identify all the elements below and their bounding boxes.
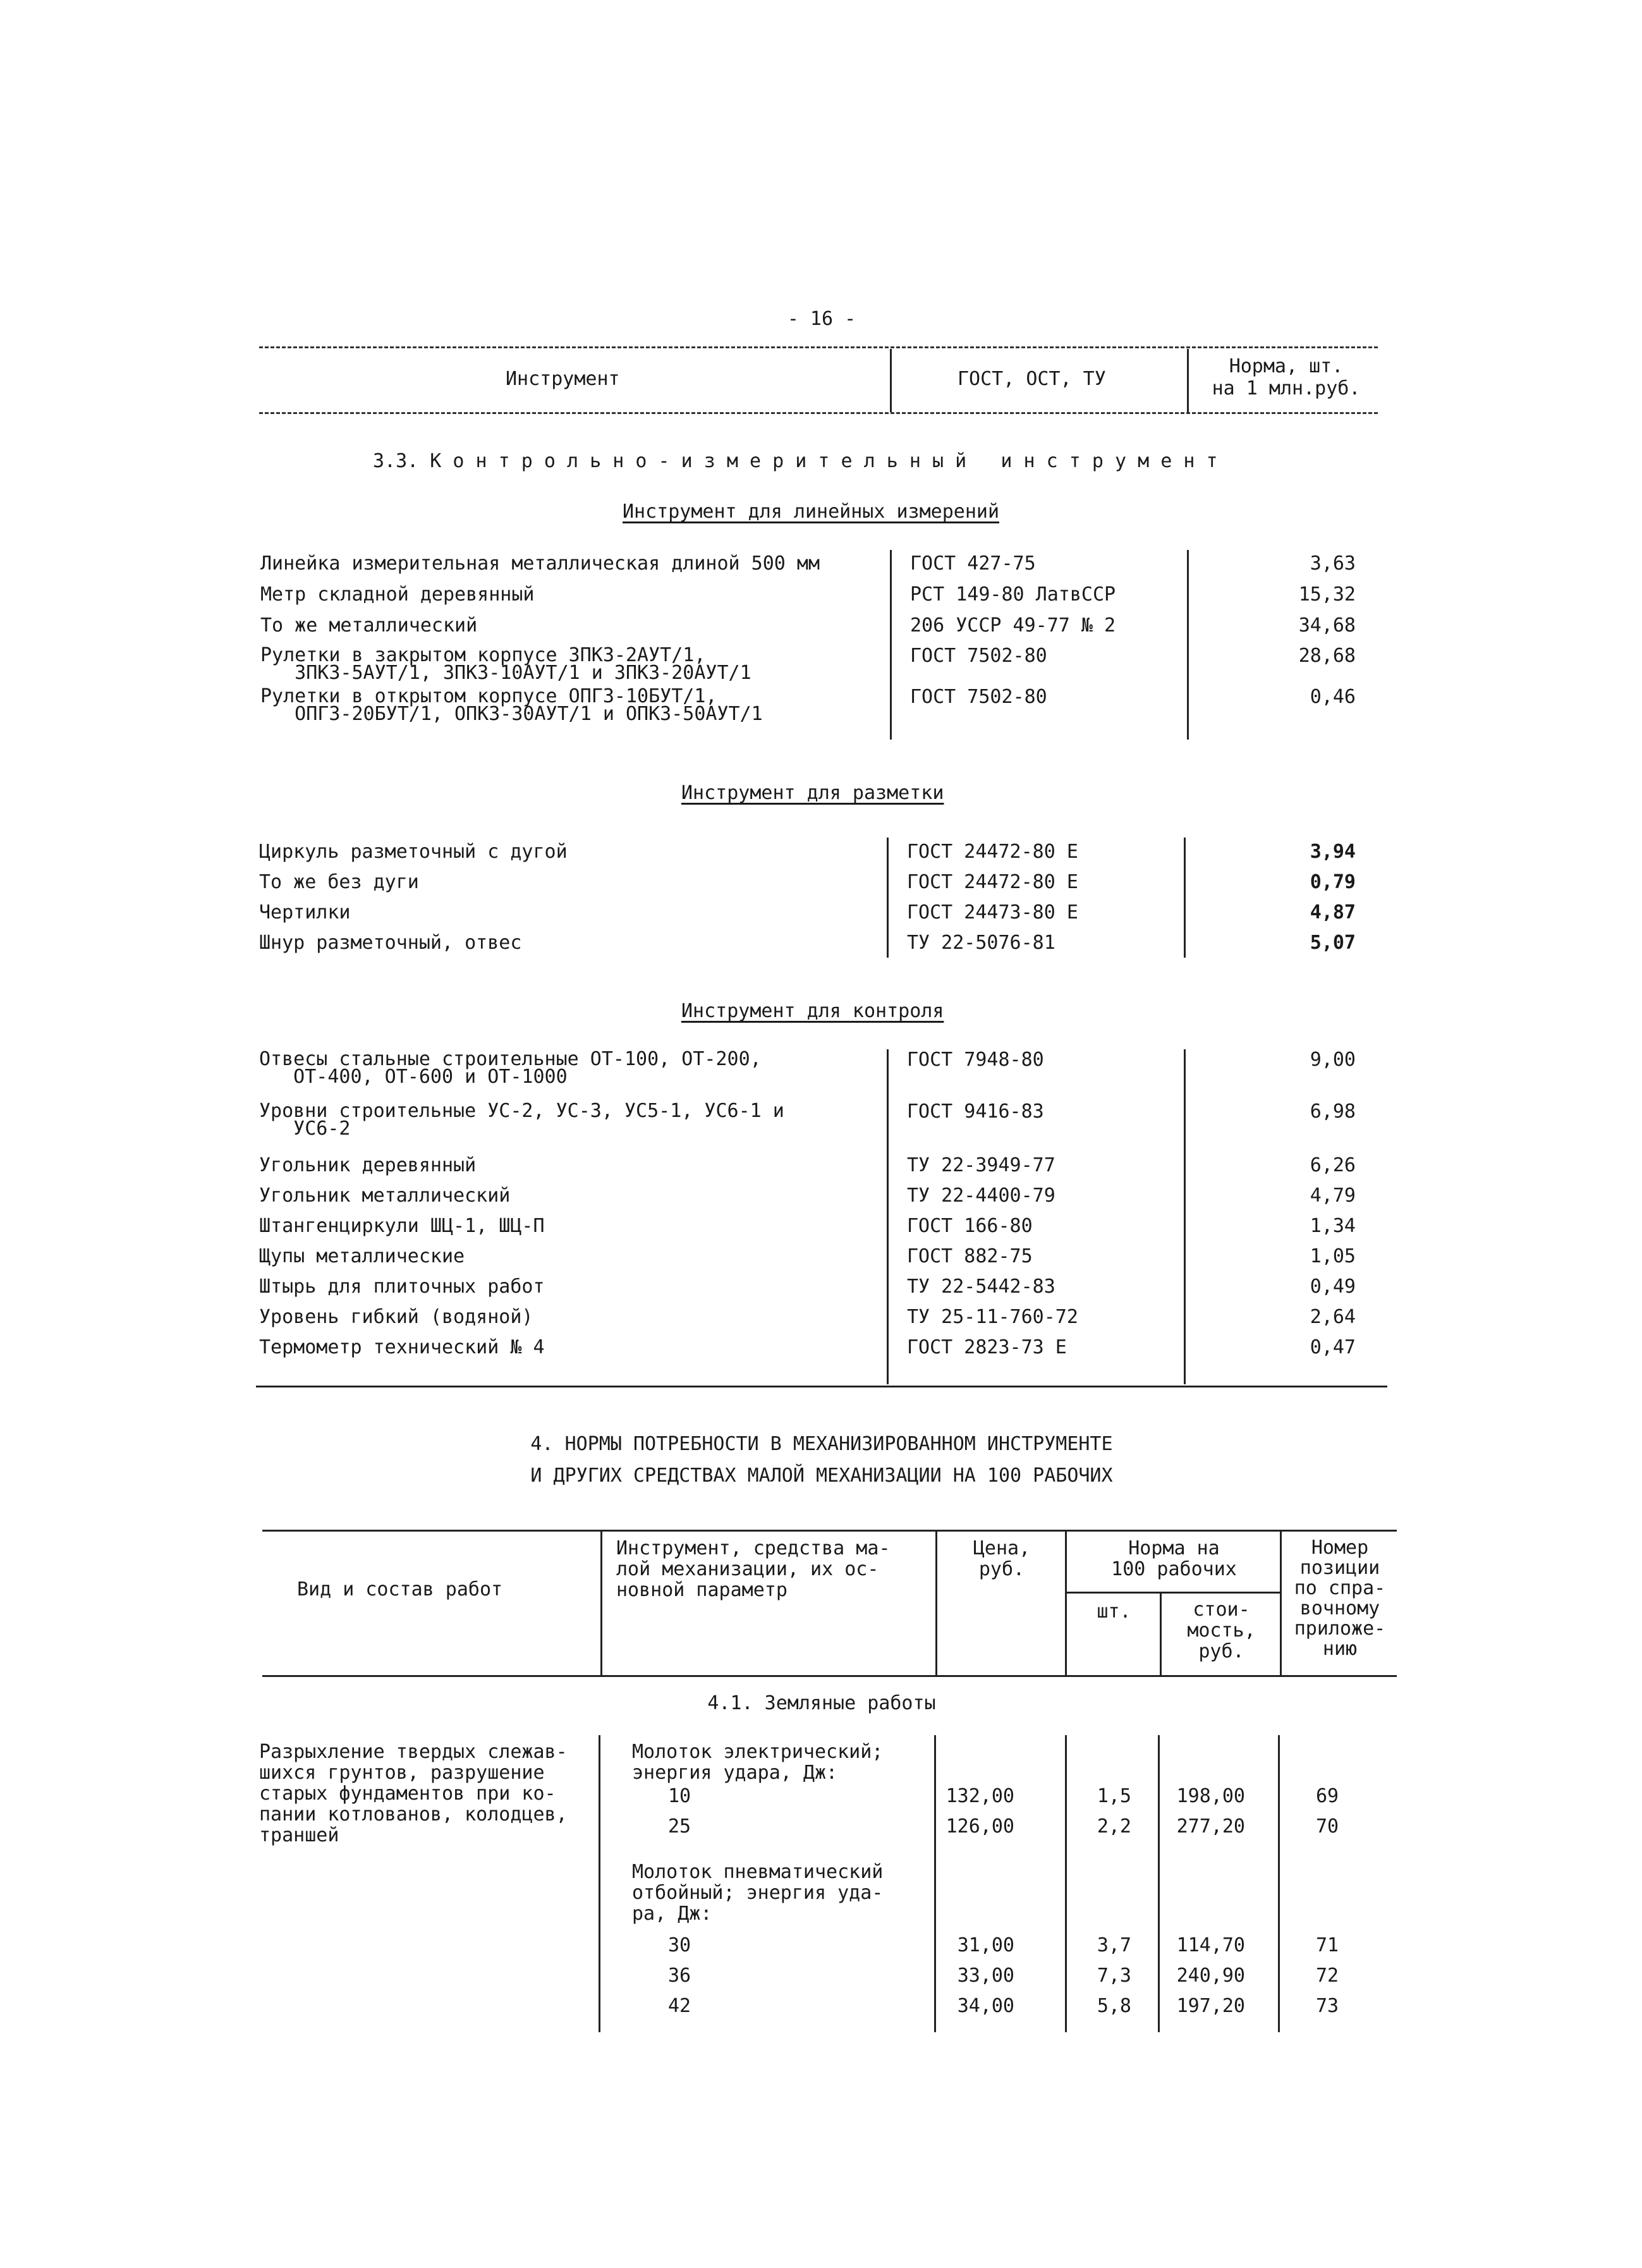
standard-code: ГОСТ 166-80 xyxy=(907,1215,1033,1237)
standard-code: РСТ 149-80 ЛатвССР xyxy=(910,583,1116,606)
instrument-name: То же без дуги xyxy=(259,871,419,893)
header-divider-2 xyxy=(1187,349,1189,412)
norm-value: 6,98 xyxy=(1310,1100,1356,1123)
instrument-name: То же металлический xyxy=(260,614,478,637)
cost-value: 114,70 xyxy=(1176,1934,1245,1956)
instrument-name: Чертилки xyxy=(259,901,351,924)
group-title-control: Инструмент для контроля xyxy=(681,1000,944,1022)
price-value: 132,00 xyxy=(946,1785,1014,1807)
instrument-name: Рулетки в закрытом корпусе ЗПК3-2АУТ/1, ЗПК3-5АУТ/1, ЗПК3-10АУТ/1 и ЗПК3-20АУТ/1 xyxy=(260,644,751,684)
table4-header-price: Цена, руб. xyxy=(973,1537,1031,1580)
group3-bottom-rule xyxy=(256,1386,1387,1387)
table4-v3 xyxy=(1065,1530,1067,1675)
instrument-name: Штырь для плиточных работ xyxy=(259,1276,545,1298)
instrument-name: Уровни строительные УС-2, УС-3, УС5-1, УС6-1 и УС6-2 xyxy=(259,1100,784,1140)
standard-code: ГОСТ 24472-80 Е xyxy=(907,871,1078,893)
norm-value: 3,94 xyxy=(1310,841,1356,863)
group-title-marking: Инструмент для разметки xyxy=(681,782,944,804)
header-col-standard: ГОСТ, ОСТ, ТУ xyxy=(958,368,1106,390)
instrument-name: Шнур разметочный, отвес xyxy=(259,932,522,954)
price-value: 33,00 xyxy=(957,1965,1014,1987)
table4-header-tool: Инструмент, средства ма- лой механизации, их ос- новной параметр xyxy=(616,1537,891,1601)
standard-code: ГОСТ 9416-83 xyxy=(907,1100,1044,1123)
table4-header-work: Вид и состав работ xyxy=(297,1578,503,1600)
body-v2 xyxy=(934,1735,936,2032)
body-v3 xyxy=(1065,1735,1067,2032)
group2-divider-1 xyxy=(887,838,889,958)
instrument-name: Отвесы стальные строительные ОТ-100, ОТ-200, ОТ-400, ОТ-600 и ОТ-1000 xyxy=(259,1048,762,1088)
group3-divider-2 xyxy=(1184,1049,1186,1384)
norm-value: 1,34 xyxy=(1310,1215,1356,1237)
standard-code: ТУ 25-11-760-72 xyxy=(907,1306,1078,1328)
header-bottom-rule xyxy=(259,412,1378,414)
group1-divider-1 xyxy=(890,550,892,740)
body-v5 xyxy=(1278,1735,1280,2032)
norm-value: 0,79 xyxy=(1310,871,1356,893)
body-v4 xyxy=(1158,1735,1160,2032)
norm-value: 5,07 xyxy=(1310,932,1356,954)
cost-value: 197,20 xyxy=(1176,1995,1245,2017)
instrument-name: Линейка измерительная металлическая длиной 500 мм xyxy=(260,552,820,575)
standard-code: ТУ 22-3949-77 xyxy=(907,1154,1055,1176)
pieces-value: 3,7 xyxy=(1097,1934,1131,1956)
tool2-description: Молоток пневматический отбойный; энергия уда- ра, Дж: xyxy=(632,1861,884,1925)
header-top-rule xyxy=(259,346,1378,348)
table4-v2 xyxy=(935,1530,937,1675)
cost-value: 198,00 xyxy=(1176,1785,1245,1807)
standard-code: ГОСТ 7502-80 xyxy=(910,645,1047,667)
header-col-instrument: Инструмент xyxy=(506,368,620,390)
price-value: 126,00 xyxy=(946,1815,1014,1838)
pieces-value: 5,8 xyxy=(1097,1995,1131,2017)
standard-code: ГОСТ 7502-80 xyxy=(910,686,1047,708)
instrument-name: Штангенциркули ШЦ-1, ШЦ-П xyxy=(259,1215,545,1237)
position-number: 70 xyxy=(1315,1815,1339,1838)
position-number: 71 xyxy=(1315,1934,1339,1956)
pieces-value: 1,5 xyxy=(1097,1785,1131,1807)
table4-v5 xyxy=(1280,1530,1282,1675)
param-value: 42 xyxy=(667,1995,691,2017)
instrument-name: Щупы металлические xyxy=(259,1245,465,1267)
norm-value: 9,00 xyxy=(1310,1049,1356,1071)
instrument-name: Метр складной деревянный xyxy=(260,583,535,606)
header-col-norm-line1: Норма, шт. xyxy=(1229,355,1344,377)
table4-top-rule xyxy=(262,1530,1397,1532)
norm-value: 1,05 xyxy=(1310,1245,1356,1267)
group2-divider-2 xyxy=(1184,838,1186,958)
instrument-name: Уровень гибкий (водяной) xyxy=(259,1306,533,1328)
body-v1 xyxy=(599,1735,600,2032)
standard-code: ГОСТ 882-75 xyxy=(907,1245,1033,1267)
work-description: Разрыхление твердых слежав- шихся грунтов, разрушение старых фундаментов при ко- пании котлованов, колодцев, траншей xyxy=(259,1741,568,1846)
instrument-name: Рулетки в открытом корпусе ОПГ3-10БУТ/1, ОПГ3-20БУТ/1, ОПК3-30АУТ/1 и ОПК3-50АУТ/1 xyxy=(260,685,763,725)
group1-divider-2 xyxy=(1187,550,1189,740)
cost-value: 240,90 xyxy=(1176,1965,1245,1987)
standard-code: ГОСТ 24473-80 Е xyxy=(907,901,1078,924)
standard-code: ТУ 22-5442-83 xyxy=(907,1276,1055,1298)
norm-value: 2,64 xyxy=(1310,1306,1356,1328)
instrument-name: Циркуль разметочный с дугой xyxy=(259,841,568,863)
standard-code: ГОСТ 2823-73 Е xyxy=(907,1336,1067,1358)
table4-header-pos: Номер позиции по спра- вочному приложе- нию xyxy=(1294,1537,1386,1660)
cost-value: 277,20 xyxy=(1176,1815,1245,1838)
group-title-linear: Инструмент для линейных измерений xyxy=(623,501,1000,523)
position-number: 72 xyxy=(1315,1965,1339,1987)
instrument-name: Угольник металлический xyxy=(259,1185,511,1207)
param-value: 10 xyxy=(667,1785,691,1807)
header-divider-1 xyxy=(890,349,892,412)
standard-code: 206 УССР 49-77 № 2 xyxy=(910,614,1116,637)
table4-norm-sub-rule xyxy=(1065,1592,1280,1594)
standard-code: ГОСТ 427-75 xyxy=(910,552,1036,575)
norm-value: 0,46 xyxy=(1310,686,1356,708)
norm-value: 15,32 xyxy=(1298,583,1356,606)
price-value: 31,00 xyxy=(957,1934,1014,1956)
instrument-name: Термометр технический № 4 xyxy=(259,1336,545,1358)
norm-value: 0,49 xyxy=(1310,1276,1356,1298)
table4-header-norm: Норма на 100 рабочих xyxy=(1111,1537,1237,1580)
standard-code: ГОСТ 7948-80 xyxy=(907,1049,1044,1071)
param-value: 36 xyxy=(667,1965,691,1987)
norm-value: 4,79 xyxy=(1310,1185,1356,1207)
pieces-value: 7,3 xyxy=(1097,1965,1131,1987)
instrument-name: Угольник деревянный xyxy=(259,1154,477,1176)
norm-value: 6,26 xyxy=(1310,1154,1356,1176)
standard-code: ГОСТ 24472-80 Е xyxy=(907,841,1078,863)
norm-value: 34,68 xyxy=(1298,614,1356,637)
norm-value: 4,87 xyxy=(1310,901,1356,924)
pieces-value: 2,2 xyxy=(1097,1815,1131,1838)
param-value: 25 xyxy=(667,1815,691,1838)
standard-code: ТУ 22-4400-79 xyxy=(907,1185,1055,1207)
section-4-title-line1: 4. НОРМЫ ПОТРЕБНОСТИ В МЕХАНИЗИРОВАННОМ ИНСТРУМЕНТЕ xyxy=(530,1433,1113,1455)
tool1-description: Молоток электрический; энергия удара, Дж: xyxy=(632,1741,884,1784)
table4-v1 xyxy=(600,1530,602,1675)
section-3-3-title: 3.3. К о н т р о л ь н о - и з м е р и т е л ь н ы й и н с т р у м е н т xyxy=(373,450,1218,472)
table4-header-bottom-rule xyxy=(262,1675,1397,1677)
param-value: 30 xyxy=(667,1934,691,1956)
norm-value: 0,47 xyxy=(1310,1336,1356,1358)
norm-value: 28,68 xyxy=(1298,645,1356,667)
standard-code: ТУ 22-5076-81 xyxy=(907,932,1055,954)
position-number: 69 xyxy=(1315,1785,1339,1807)
header-col-norm-line2: на 1 млн.руб. xyxy=(1212,377,1361,399)
table4-v4 xyxy=(1160,1593,1162,1675)
group3-divider-1 xyxy=(887,1049,889,1384)
position-number: 73 xyxy=(1315,1995,1339,2017)
section-4-title-line2: И ДРУГИХ СРЕДСТВАХ МАЛОЙ МЕХАНИЗАЦИИ НА 100 РАБОЧИХ xyxy=(530,1465,1113,1487)
page-number: - 16 - xyxy=(787,308,856,330)
price-value: 34,00 xyxy=(957,1995,1014,2017)
table4-header-pcs: шт. xyxy=(1097,1600,1131,1623)
table4-header-cost: стои- мость, руб. xyxy=(1187,1599,1256,1662)
norm-value: 3,63 xyxy=(1310,552,1356,575)
subsection-4-1-title: 4.1. Земляные работы xyxy=(707,1692,936,1714)
